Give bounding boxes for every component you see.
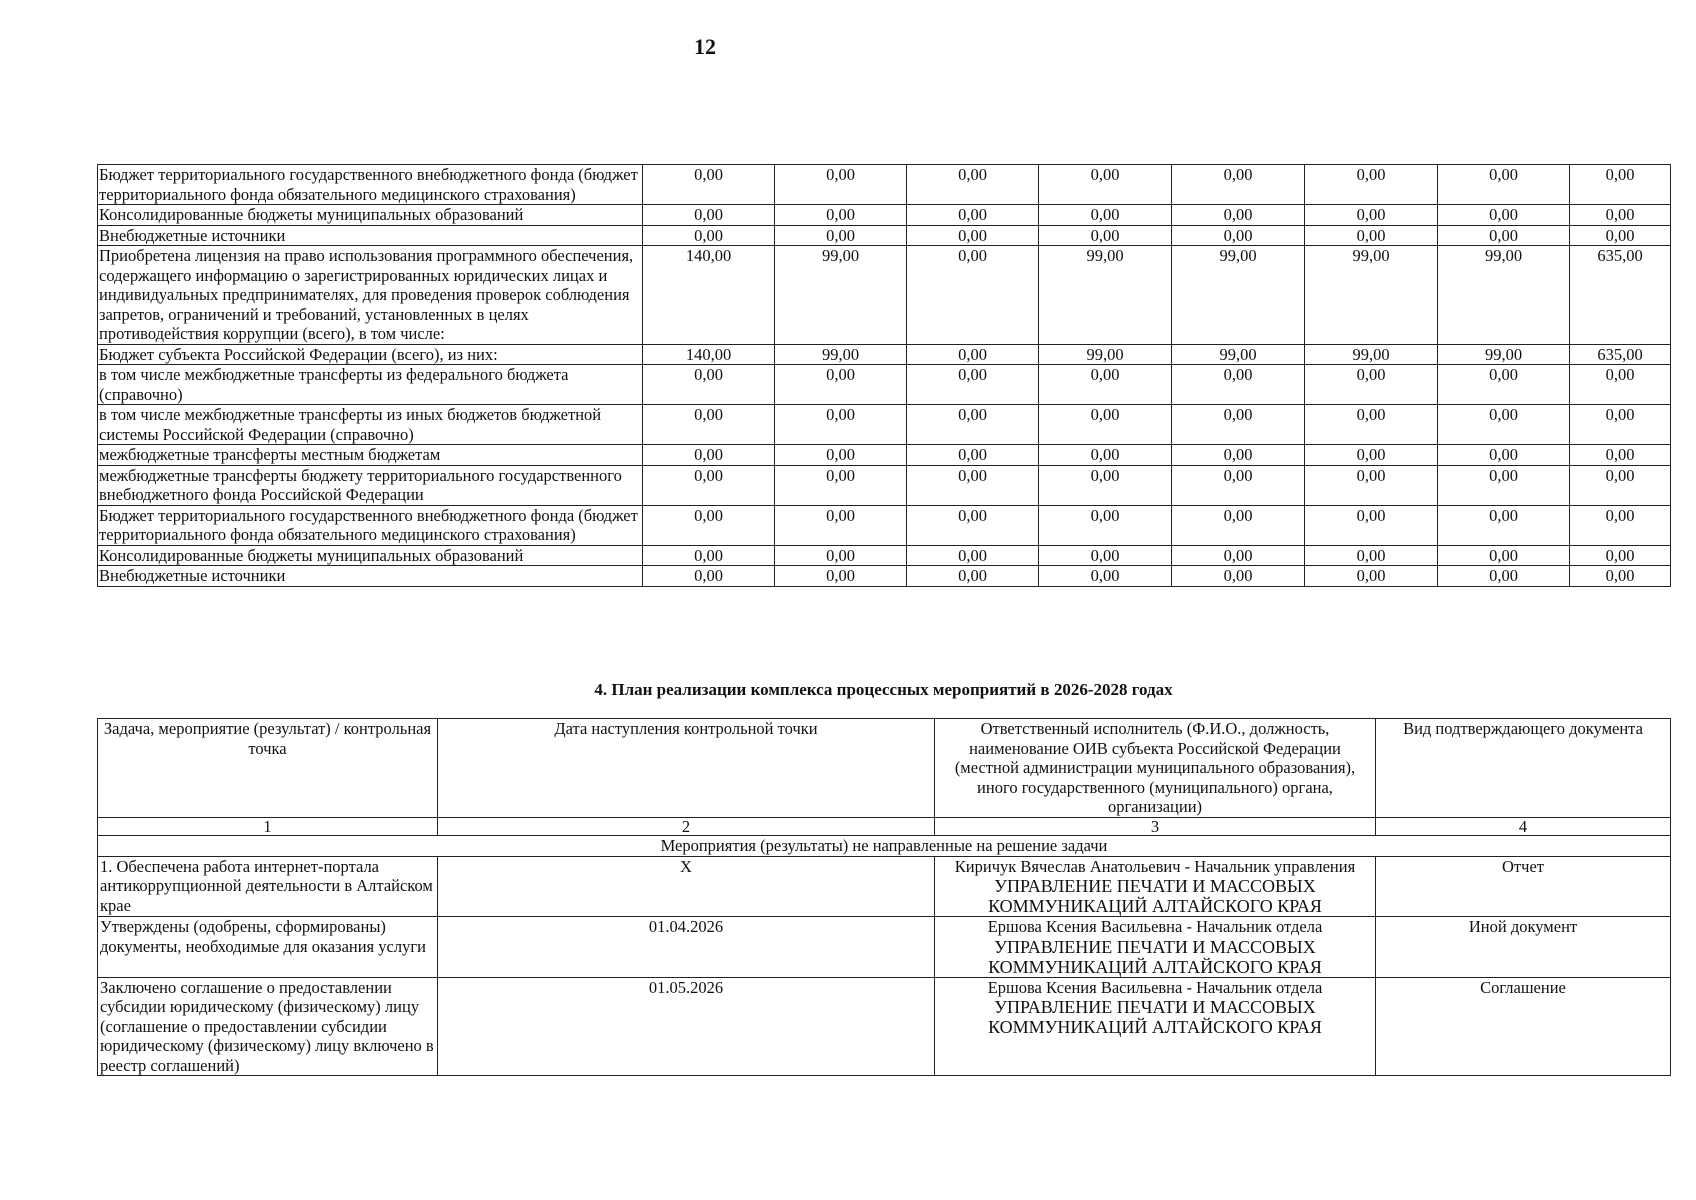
finance-value-cell: 0,00 xyxy=(1570,545,1671,566)
plan-header-task: Задача, мероприятие (результат) / контрольная точка xyxy=(98,719,438,818)
finance-value-cell: 0,00 xyxy=(643,165,775,205)
finance-row-label: Бюджет территориального государственного внебюджетного фонда (бюджет территориального фонда обязательного медицинского страхования) xyxy=(98,165,643,205)
finance-value-cell: 0,00 xyxy=(1172,445,1305,466)
plan-header-document: Вид подтверждающего документа xyxy=(1376,719,1671,818)
finance-value-cell: 0,00 xyxy=(1438,405,1570,445)
finance-row xyxy=(98,465,1671,505)
finance-value-cell: 0,00 xyxy=(1172,566,1305,587)
finance-value-cell: 0,00 xyxy=(1039,566,1172,587)
finance-row xyxy=(98,225,1671,246)
finance-value-cell: 0,00 xyxy=(1039,365,1172,405)
finance-row xyxy=(98,505,1671,545)
finance-value-cell: 99,00 xyxy=(775,344,907,365)
finance-value-cell: 0,00 xyxy=(1570,465,1671,505)
finance-value-cell: 0,00 xyxy=(1172,405,1305,445)
finance-value-cell: 0,00 xyxy=(1305,566,1438,587)
plan-responsible-cell xyxy=(935,856,1376,917)
page-number: 12 xyxy=(694,34,716,59)
finance-row xyxy=(98,445,1671,466)
finance-value-cell: 0,00 xyxy=(1039,165,1172,205)
finance-value-cell: 0,00 xyxy=(643,505,775,545)
plan-table-body xyxy=(98,818,1671,1076)
finance-value-cell: 0,00 xyxy=(907,465,1039,505)
responsible-organization: УПРАВЛЕНИЕ ПЕЧАТИ И МАССОВЫХ КОММУНИКАЦИЙ АЛТАЙСКОГО КРАЯ xyxy=(988,936,1322,977)
finance-value-cell: 0,00 xyxy=(643,545,775,566)
finance-value-cell: 0,00 xyxy=(907,205,1039,226)
plan-row xyxy=(98,977,1671,1076)
finance-value-cell: 0,00 xyxy=(1438,445,1570,466)
finance-value-cell: 635,00 xyxy=(1570,246,1671,345)
responsible-person: Ершова Ксения Васильевна - Начальник отдела xyxy=(987,917,1323,936)
finance-value-cell: 0,00 xyxy=(643,465,775,505)
plan-document-cell: Соглашение xyxy=(1376,977,1671,1076)
finance-value-cell: 0,00 xyxy=(1039,505,1172,545)
finance-row xyxy=(98,165,1671,205)
finance-value-cell: 0,00 xyxy=(1438,465,1570,505)
finance-value-cell: 0,00 xyxy=(1172,545,1305,566)
finance-row-label: в том числе межбюджетные трансферты из иных бюджетов бюджетной системы Российской Федерации (справочно) xyxy=(98,405,643,445)
finance-value-cell: 0,00 xyxy=(907,505,1039,545)
finance-value-cell: 0,00 xyxy=(1172,365,1305,405)
finance-value-cell: 0,00 xyxy=(775,165,907,205)
finance-value-cell: 99,00 xyxy=(1438,246,1570,345)
finance-value-cell: 0,00 xyxy=(1438,225,1570,246)
finance-value-cell: 0,00 xyxy=(1039,405,1172,445)
finance-value-cell: 0,00 xyxy=(1438,165,1570,205)
plan-responsible-cell xyxy=(935,977,1376,1076)
finance-value-cell: 0,00 xyxy=(1438,505,1570,545)
finance-value-cell: 0,00 xyxy=(907,566,1039,587)
finance-value-cell: 0,00 xyxy=(907,165,1039,205)
finance-row xyxy=(98,365,1671,405)
finance-value-cell: 0,00 xyxy=(643,445,775,466)
finance-value-cell: 0,00 xyxy=(775,465,907,505)
finance-value-cell: 0,00 xyxy=(643,365,775,405)
plan-date-cell: X xyxy=(438,856,935,917)
plan-row xyxy=(98,856,1671,917)
finance-row xyxy=(98,545,1671,566)
plan-responsible-cell xyxy=(935,917,1376,978)
finance-value-cell: 0,00 xyxy=(907,445,1039,466)
finance-row-label: Внебюджетные источники xyxy=(98,566,643,587)
column-number: 4 xyxy=(1376,818,1671,836)
plan-group-row xyxy=(98,836,1671,857)
finance-value-cell: 635,00 xyxy=(1570,344,1671,365)
finance-value-cell: 0,00 xyxy=(907,545,1039,566)
finance-value-cell: 0,00 xyxy=(1570,505,1671,545)
finance-value-cell: 0,00 xyxy=(775,445,907,466)
plan-header-row xyxy=(98,719,1671,818)
finance-value-cell: 0,00 xyxy=(643,205,775,226)
plan-task-cell: Утверждены (одобрены, сформированы) документы, необходимые для оказания услуги xyxy=(98,917,438,978)
finance-row xyxy=(98,205,1671,226)
finance-value-cell: 0,00 xyxy=(1570,225,1671,246)
finance-row xyxy=(98,344,1671,365)
finance-value-cell: 0,00 xyxy=(1039,465,1172,505)
finance-value-cell: 0,00 xyxy=(1305,225,1438,246)
plan-date-cell: 01.05.2026 xyxy=(438,977,935,1076)
finance-value-cell: 0,00 xyxy=(1570,566,1671,587)
plan-date-cell: 01.04.2026 xyxy=(438,917,935,978)
finance-value-cell: 0,00 xyxy=(1172,165,1305,205)
finance-row-label: межбюджетные трансферты местным бюджетам xyxy=(98,445,643,466)
finance-value-cell: 99,00 xyxy=(1172,344,1305,365)
column-number: 3 xyxy=(935,818,1376,836)
finance-table xyxy=(97,164,1671,587)
responsible-person: Киричук Вячеслав Анатольевич - Начальник управления xyxy=(954,856,1356,876)
finance-value-cell: 0,00 xyxy=(1039,205,1172,226)
finance-value-cell: 0,00 xyxy=(1305,465,1438,505)
finance-value-cell: 0,00 xyxy=(1570,405,1671,445)
finance-value-cell: 0,00 xyxy=(907,225,1039,246)
plan-group-title: Мероприятия (результаты) не направленные на решение задачи xyxy=(98,836,1671,857)
finance-row-label: Внебюджетные источники xyxy=(98,225,643,246)
finance-row xyxy=(98,566,1671,587)
finance-value-cell: 0,00 xyxy=(775,205,907,226)
finance-row-label: Бюджет территориального государственного внебюджетного фонда (бюджет территориального фонда обязательного медицинского страхования) xyxy=(98,505,643,545)
finance-row-label: Консолидированные бюджеты муниципальных образований xyxy=(98,545,643,566)
finance-value-cell: 0,00 xyxy=(1039,545,1172,566)
finance-value-cell: 0,00 xyxy=(1039,225,1172,246)
finance-row-label: в том числе межбюджетные трансферты из федерального бюджета (справочно) xyxy=(98,365,643,405)
plan-document-cell: Отчет xyxy=(1376,856,1671,917)
finance-value-cell: 0,00 xyxy=(775,365,907,405)
finance-row xyxy=(98,246,1671,345)
finance-value-cell: 0,00 xyxy=(1570,365,1671,405)
finance-table-body xyxy=(98,165,1671,587)
finance-row-label: межбюджетные трансферты бюджету территориального государственного внебюджетного фонда Российской Федерации xyxy=(98,465,643,505)
finance-value-cell: 0,00 xyxy=(1305,165,1438,205)
finance-row-label: Консолидированные бюджеты муниципальных образований xyxy=(98,205,643,226)
finance-value-cell: 0,00 xyxy=(1172,205,1305,226)
finance-value-cell: 0,00 xyxy=(1172,225,1305,246)
finance-value-cell: 140,00 xyxy=(643,344,775,365)
finance-value-cell: 0,00 xyxy=(907,246,1039,345)
finance-row-label: Приобретена лицензия на право использования программного обеспечения, содержащего информацию о зарегистрированных юридических лицах и индивидуальных предпринимателях, для проведения проверок соблюдения запретов, ограничений и требований, установленных в целях противодействия коррупции (всего), в том числе: xyxy=(98,246,643,345)
plan-document-cell: Иной документ xyxy=(1376,917,1671,978)
column-number: 1 xyxy=(98,818,438,836)
column-number: 2 xyxy=(438,818,935,836)
finance-value-cell: 0,00 xyxy=(1172,505,1305,545)
finance-value-cell: 0,00 xyxy=(1305,405,1438,445)
finance-value-cell: 0,00 xyxy=(1570,205,1671,226)
finance-value-cell: 140,00 xyxy=(643,246,775,345)
finance-value-cell: 99,00 xyxy=(1039,246,1172,345)
plan-table xyxy=(97,718,1671,1076)
finance-value-cell: 99,00 xyxy=(775,246,907,345)
finance-row-label: Бюджет субъекта Российской Федерации (всего), из них: xyxy=(98,344,643,365)
finance-value-cell: 0,00 xyxy=(1438,205,1570,226)
plan-column-numbers-row xyxy=(98,818,1671,836)
finance-value-cell: 0,00 xyxy=(775,505,907,545)
finance-value-cell: 0,00 xyxy=(1305,445,1438,466)
finance-value-cell: 0,00 xyxy=(1438,566,1570,587)
finance-value-cell: 0,00 xyxy=(1305,545,1438,566)
finance-value-cell: 0,00 xyxy=(1172,465,1305,505)
finance-value-cell: 0,00 xyxy=(1570,165,1671,205)
responsible-person: Ершова Ксения Васильевна - Начальник отдела xyxy=(987,977,1323,997)
plan-header-date: Дата наступления контрольной точки xyxy=(438,719,935,818)
finance-value-cell: 0,00 xyxy=(1305,205,1438,226)
responsible-organization: УПРАВЛЕНИЕ ПЕЧАТИ И МАССОВЫХ КОММУНИКАЦИЙ АЛТАЙСКОГО КРАЯ xyxy=(988,997,1322,1037)
finance-value-cell: 0,00 xyxy=(1039,445,1172,466)
finance-value-cell: 99,00 xyxy=(1305,246,1438,345)
finance-value-cell: 0,00 xyxy=(643,225,775,246)
finance-value-cell: 0,00 xyxy=(775,405,907,445)
finance-value-cell: 0,00 xyxy=(1305,505,1438,545)
finance-value-cell: 99,00 xyxy=(1305,344,1438,365)
plan-task-cell: Заключено соглашение о предоставлении субсидии юридическому (физическому) лицу (соглашение о предоставлении субсидии юридическому (физическому) лицу включено в реестр соглашений) xyxy=(98,977,438,1076)
plan-task-cell: 1. Обеспечена работа интернет-портала антикоррупционной деятельности в Алтайском крае xyxy=(98,856,438,917)
finance-value-cell: 0,00 xyxy=(1438,365,1570,405)
responsible-organization: УПРАВЛЕНИЕ ПЕЧАТИ И МАССОВЫХ КОММУНИКАЦИЙ АЛТАЙСКОГО КРАЯ xyxy=(988,876,1322,916)
finance-value-cell: 0,00 xyxy=(907,365,1039,405)
finance-value-cell: 0,00 xyxy=(1438,545,1570,566)
finance-value-cell: 0,00 xyxy=(775,225,907,246)
finance-value-cell: 99,00 xyxy=(1172,246,1305,345)
finance-value-cell: 99,00 xyxy=(1039,344,1172,365)
plan-header-responsible: Ответственный исполнитель (Ф.И.О., должность, наименование ОИВ субъекта Российской Федерации (местной администрации муниципального образования), иного государственного (муниципального) органа, организации) xyxy=(935,719,1376,818)
finance-value-cell: 0,00 xyxy=(1305,365,1438,405)
finance-value-cell: 99,00 xyxy=(1438,344,1570,365)
finance-value-cell: 0,00 xyxy=(775,545,907,566)
finance-value-cell: 0,00 xyxy=(907,344,1039,365)
finance-value-cell: 0,00 xyxy=(907,405,1039,445)
plan-row xyxy=(98,917,1671,978)
finance-value-cell: 0,00 xyxy=(643,405,775,445)
finance-value-cell: 0,00 xyxy=(1570,445,1671,466)
finance-value-cell: 0,00 xyxy=(643,566,775,587)
section-title: 4. План реализации комплекса процессных мероприятий в 2026-2028 годах xyxy=(594,680,1173,699)
finance-row xyxy=(98,405,1671,445)
finance-value-cell: 0,00 xyxy=(775,566,907,587)
